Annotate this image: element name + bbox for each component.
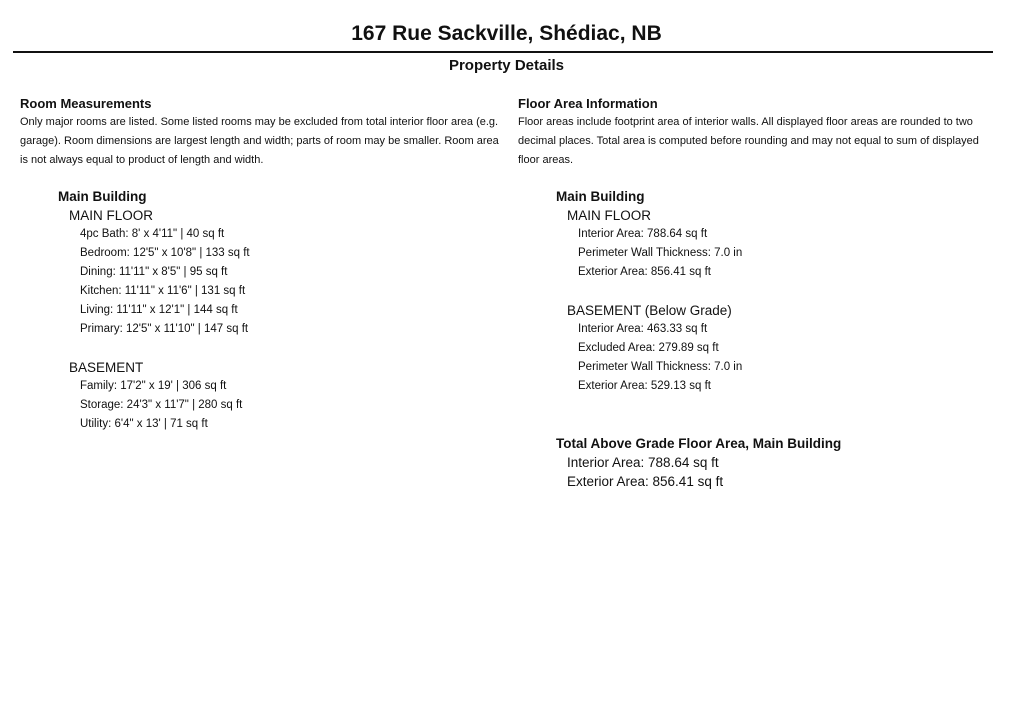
room-floor-basement	[58, 358, 500, 434]
total-exterior-area: Exterior Area: 856.41 sq ft	[567, 474, 724, 489]
total-interior-area: Interior Area: 788.64 sq ft	[567, 455, 719, 470]
room-building-title: Main Building	[58, 189, 147, 204]
total-area-title: Total Above Grade Floor Area, Main Building	[556, 436, 842, 451]
room-measurements-description: Only major rooms are listed. Some listed rooms may be excluded from total interior floor area (e.g. garage). Room dimensions are largest length and width; parts of room may be smaller. Room area is not always equal to product of length and width.	[20, 116, 499, 166]
page-subtitle: Property Details	[448, 57, 565, 74]
floor-area-section	[518, 95, 1003, 491]
room-building-block	[58, 187, 500, 434]
title-divider	[13, 51, 993, 53]
area-item-wall-thickness: Perimeter Wall Thickness: 7.0 in	[578, 361, 743, 373]
area-item-interior: Interior Area: 463.33 sq ft	[578, 323, 708, 335]
room-item-storage: Storage: 24'3" x 11'7" | 280 sq ft	[80, 399, 243, 411]
area-item-interior: Interior Area: 788.64 sq ft	[578, 228, 708, 240]
room-item-dining: Dining: 11'11" x 8'5" | 95 sq ft	[80, 266, 228, 278]
area-floor-basement	[556, 301, 1003, 396]
room-measurements-heading: Room Measurements	[20, 96, 152, 111]
area-item-exterior: Exterior Area: 529.13 sq ft	[578, 380, 711, 392]
room-item-utility: Utility: 6'4" x 13' | 71 sq ft	[80, 418, 208, 430]
area-item-exterior: Exterior Area: 856.41 sq ft	[578, 266, 711, 278]
area-floor-main	[556, 206, 1003, 282]
page-title: 167 Rue Sackville, Shédiac, NB	[351, 22, 662, 45]
area-item-wall-thickness: Perimeter Wall Thickness: 7.0 in	[578, 247, 743, 259]
room-item-primary: Primary: 12'5" x 11'10" | 147 sq ft	[80, 323, 249, 335]
area-building-block	[556, 187, 1003, 396]
total-area-block	[556, 434, 1003, 491]
room-item-bedroom: Bedroom: 12'5" x 10'8" | 133 sq ft	[80, 247, 250, 259]
room-item-living: Living: 11'11" x 12'1" | 144 sq ft	[80, 304, 238, 316]
room-measurements-section	[20, 95, 500, 434]
room-floor-main	[58, 206, 500, 339]
floor-label-basement: BASEMENT	[69, 360, 144, 375]
room-item-kitchen: Kitchen: 11'11" x 11'6" | 131 sq ft	[80, 285, 246, 297]
floor-label-main: MAIN FLOOR	[69, 208, 154, 223]
area-floor-label-basement: BASEMENT (Below Grade)	[567, 303, 732, 318]
room-item-4pc-bath: 4pc Bath: 8' x 4'11" | 40 sq ft	[80, 228, 225, 240]
area-building-title: Main Building	[556, 189, 645, 204]
room-item-family: Family: 17'2" x 19' | 306 sq ft	[80, 380, 227, 392]
area-item-excluded: Excluded Area: 279.89 sq ft	[578, 342, 719, 354]
floor-area-description: Floor areas include footprint area of interior walls. All displayed floor areas are rounded to two decimal places. Total area is computed before rounding and may not equal to sum of displayed floor areas.	[518, 116, 979, 166]
area-floor-label-main: MAIN FLOOR	[567, 208, 652, 223]
floor-area-heading: Floor Area Information	[518, 96, 658, 111]
